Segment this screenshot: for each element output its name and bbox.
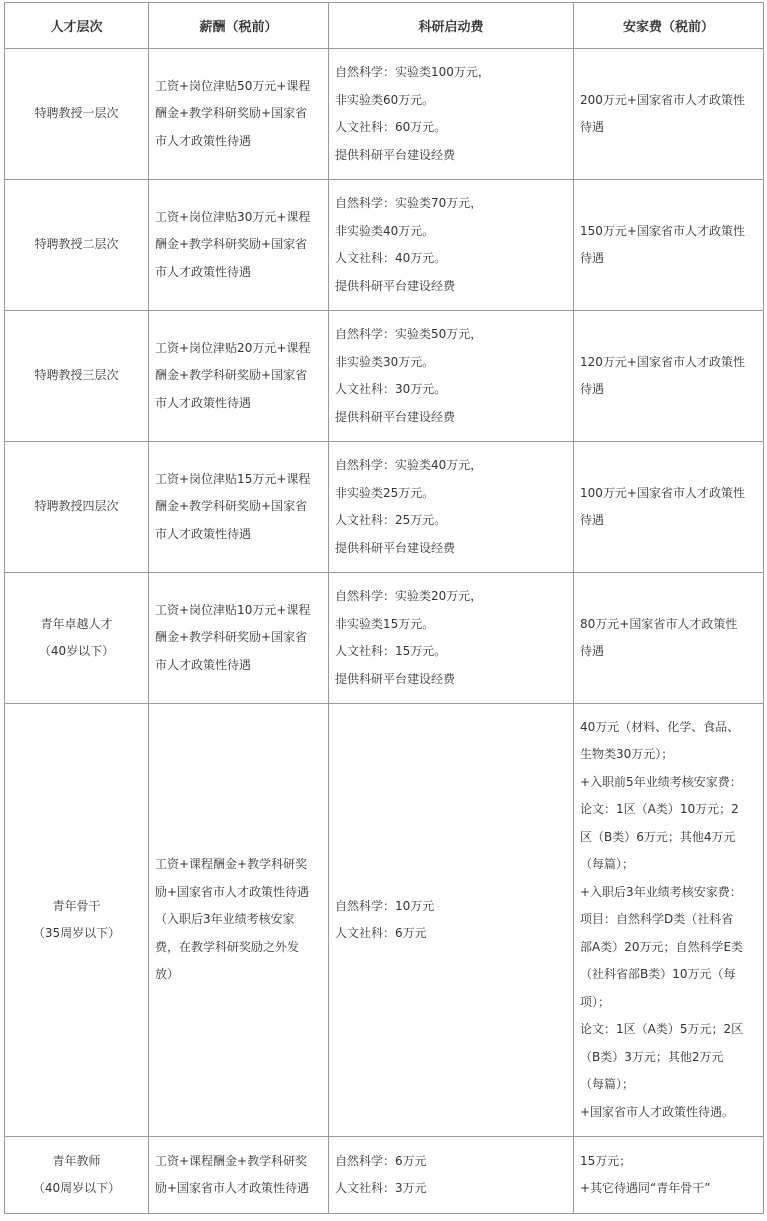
startup-line: 自然科学：10万元 (335, 898, 435, 913)
startup-line: 提供科研平台建设经费 (335, 409, 456, 424)
header-settle: 安家费（税前） (574, 3, 764, 49)
startup-line: 非实验类25万元。 (335, 485, 435, 500)
level-line: 青年教师 (52, 1153, 101, 1168)
startup-line: 人文社科：30万元。 (335, 382, 447, 396)
settle-line: 120万元+国家省市人才政策性 (580, 354, 745, 369)
settle-line: 项）； (580, 994, 611, 1009)
settle-line: 项目：自然科学D类（社科省 (580, 912, 734, 927)
settle-line: （社科省部B类）10万元（每 (580, 967, 736, 982)
startup-line: 自然科学：实验类70万元， (335, 196, 483, 210)
startup-line: 人文社科：3万元 (335, 1181, 427, 1195)
header-salary: 薪酬（税前） (149, 3, 329, 49)
table-row (5, 442, 764, 573)
salary-line: 酬金+教学科研奖励+国家省 (155, 499, 308, 514)
settle-line: 40万元（材料、化学、食品、 (580, 719, 740, 734)
startup-line: 自然科学：实验类100万元， (335, 65, 490, 79)
header-startup: 科研启动费 (329, 3, 574, 49)
settle-line: 待遇 (580, 251, 605, 265)
startup-cell (329, 311, 574, 442)
startup-line: 提供科研平台建设经费 (335, 147, 456, 162)
salary-line: 市人才政策性待遇 (155, 395, 252, 410)
salary-line: 酬金+教学科研奖励+国家省 (155, 368, 308, 383)
salary-line: 工资+岗位津贴10万元+课程 (155, 602, 311, 617)
salary-line: 放） (155, 967, 180, 982)
startup-line: 自然科学：6万元 (335, 1153, 427, 1168)
level-line: 青年骨干 (52, 898, 101, 913)
startup-line: 自然科学：实验类20万元， (335, 589, 483, 603)
level-line: 特聘教授二层次 (34, 237, 119, 252)
settle-line: 待遇 (580, 120, 605, 134)
table-row (5, 704, 764, 1137)
settle-cell (574, 180, 764, 311)
settle-line: 15万元； (580, 1153, 632, 1168)
salary-cell (149, 442, 329, 573)
settle-line: 部A类）20万元；自然科学E类 (580, 939, 744, 954)
level-cell (5, 573, 149, 704)
level-cell (5, 180, 149, 311)
settle-line: （每篇）； (580, 857, 635, 872)
settle-line: 200万元+国家省市人才政策性 (580, 92, 745, 107)
level-cell (5, 49, 149, 180)
salary-line: 费，在教学科研奖励之外发 (155, 939, 300, 954)
startup-line: 人文社科：60万元。 (335, 120, 447, 134)
settle-line: 100万元+国家省市人才政策性 (580, 485, 745, 500)
startup-cell (329, 704, 574, 1137)
startup-line: 自然科学：实验类40万元， (335, 458, 483, 472)
salary-line: 市人才政策性待遇 (155, 526, 252, 541)
level-line: （40岁以下） (38, 644, 115, 658)
header-level: 人才层次 (5, 3, 149, 49)
salary-line: 工资+岗位津贴15万元+课程 (155, 471, 311, 486)
level-cell (5, 311, 149, 442)
settle-line: 论文：1区（A类）10万元；2 (580, 802, 739, 817)
startup-line: 非实验类40万元。 (335, 223, 435, 238)
level-line: （35周岁以下） (32, 926, 121, 940)
salary-cell (149, 573, 329, 704)
salary-line: 工资+课程酬金+教学科研奖 (155, 1153, 308, 1168)
settle-line: +国家省市人才政策性待遇。 (580, 1104, 735, 1119)
startup-cell (329, 1137, 574, 1214)
settle-cell (574, 49, 764, 180)
startup-line: 提供科研平台建设经费 (335, 540, 456, 555)
settle-cell (574, 704, 764, 1137)
startup-line: 人文社科：25万元。 (335, 513, 447, 527)
startup-cell (329, 573, 574, 704)
salary-line: 工资+岗位津贴50万元+课程 (155, 78, 311, 93)
header-row (5, 3, 764, 49)
salary-line: 市人才政策性待遇 (155, 657, 252, 672)
startup-cell (329, 49, 574, 180)
salary-cell (149, 49, 329, 180)
level-line: 青年卓越人才 (40, 616, 113, 631)
salary-line: 酬金+教学科研奖励+国家省 (155, 630, 308, 645)
salary-line: 酬金+教学科研奖励+国家省 (155, 106, 308, 121)
salary-line: 市人才政策性待遇 (155, 264, 252, 279)
salary-line: 酬金+教学科研奖励+国家省 (155, 237, 308, 252)
level-cell (5, 704, 149, 1137)
salary-line: 工资+岗位津贴30万元+课程 (155, 209, 311, 224)
settle-line: 待遇 (580, 644, 605, 658)
startup-line: 人文社科：40万元。 (335, 251, 447, 265)
settle-line: 生物类30万元）； (580, 747, 674, 762)
table-row (5, 311, 764, 442)
settle-line: 区（B类）6万元；其他4万元 (580, 829, 736, 844)
salary-line: 工资+岗位津贴20万元+课程 (155, 340, 311, 355)
settle-cell (574, 311, 764, 442)
settle-line: 150万元+国家省市人才政策性 (580, 223, 745, 238)
settle-cell (574, 442, 764, 573)
startup-line: 提供科研平台建设经费 (335, 278, 456, 293)
settle-line: 论文：1区（A类）5万元；2区 (580, 1022, 744, 1037)
table-row (5, 180, 764, 311)
settle-line: （B类）3万元；其他2万元 (580, 1049, 724, 1064)
salary-line: （入职后3年业绩考核安家 (155, 912, 295, 927)
talent-policy-table (4, 2, 764, 1214)
level-line: （40周岁以下） (32, 1181, 121, 1195)
settle-line: 待遇 (580, 513, 605, 527)
table-row (5, 49, 764, 180)
startup-cell (329, 442, 574, 573)
startup-line: 自然科学：实验类50万元， (335, 327, 483, 341)
level-line: 特聘教授三层次 (34, 368, 119, 383)
salary-cell (149, 180, 329, 311)
settle-cell (574, 573, 764, 704)
settle-line: +其它待遇同“青年骨干” (580, 1181, 711, 1195)
table-row (5, 1137, 764, 1214)
settle-line: 80万元+国家省市人才政策性 (580, 616, 738, 631)
startup-cell (329, 180, 574, 311)
startup-line: 人文社科：6万元 (335, 926, 427, 940)
table-row (5, 573, 764, 704)
salary-line: 工资+课程酬金+教学科研奖 (155, 857, 308, 872)
salary-line: 励+国家省市人才政策性待遇 (155, 884, 310, 899)
settle-line: 待遇 (580, 382, 605, 396)
salary-line: 市人才政策性待遇 (155, 133, 252, 148)
level-cell (5, 442, 149, 573)
settle-line: （每篇）； (580, 1077, 635, 1092)
salary-cell (149, 1137, 329, 1214)
startup-line: 非实验类30万元。 (335, 354, 435, 369)
startup-line: 非实验类15万元。 (335, 616, 435, 631)
salary-cell (149, 311, 329, 442)
level-line: 特聘教授一层次 (34, 106, 119, 121)
salary-line: 励+国家省市人才政策性待遇 (155, 1181, 310, 1195)
settle-line: +入职前5年业绩考核安家费： (580, 774, 742, 789)
settle-cell (574, 1137, 764, 1214)
startup-line: 非实验类60万元。 (335, 92, 435, 107)
level-line: 特聘教授四层次 (34, 499, 119, 514)
salary-cell (149, 704, 329, 1137)
level-cell (5, 1137, 149, 1214)
startup-line: 人文社科：15万元。 (335, 644, 447, 658)
settle-line: +入职后3年业绩考核安家费： (580, 884, 742, 899)
startup-line: 提供科研平台建设经费 (335, 671, 456, 686)
